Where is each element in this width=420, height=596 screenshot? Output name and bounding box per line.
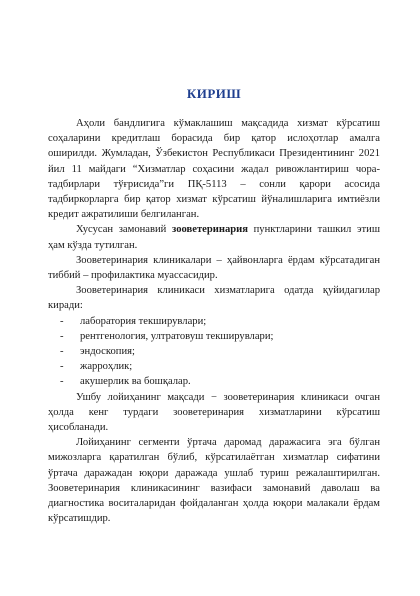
dash-marker: - xyxy=(60,376,64,388)
list-item-text: эндоскопия; xyxy=(80,346,135,358)
list-item xyxy=(48,314,380,329)
dash-marker: - xyxy=(60,346,64,358)
dash-marker: - xyxy=(60,330,64,342)
paragraph-text: Хусусан замонавий xyxy=(76,224,172,236)
dash-marker: - xyxy=(60,315,64,327)
list-item xyxy=(48,359,380,374)
list-item xyxy=(48,329,380,344)
paragraph-services-intro: Зооветеринария клиникаси хизматларига одатда қуйидагилар киради: xyxy=(48,285,380,312)
list-item xyxy=(48,344,380,359)
list-item-text: акушерлик ва бошқалар. xyxy=(80,376,191,388)
services-list xyxy=(48,314,380,390)
bold-term: зооветеринария xyxy=(172,224,248,236)
paragraph-clinic-definition: Зооветеринария клиникалари – ҳайвонларга ёрдам кўрсатадиган тиббий – профилактика муассасидир. xyxy=(48,254,380,282)
list-item-text: рентгенология, ултратовуш текширувлари; xyxy=(80,330,274,342)
dash-marker: - xyxy=(60,361,64,373)
paragraph-zooveterinary-points xyxy=(48,222,380,252)
list-item-text: лаборатория текширувлари; xyxy=(80,315,207,327)
paragraph-project-segment: Лойиҳанинг сегменти ўртача даромад даражасига эга бўлган мижозларга қаратилган бўлиб, кўрсатилаётган хизматлар сифатини ўртача даражадан юқори даражада ушлаб туриш режалаштирилган. Зооветеринария клиникасининг вазифаси замонавий даволаш ва диагностика воситаларидан фойдаланган ҳолда юқори малакали ёрдам кўрсатишдир. xyxy=(48,437,380,525)
paragraph-intro: Аҳоли бандлигига кўмаклашиш мақсадида хизмат кўрсатиш соҳаларини кредитлаш борасида бир қатор ислоҳотлар амалга оширилди. Жумладан, Ўзбекистон Республикаси Президентининг 2021 йил 11 майдаги “Хизматлар соҳасини жадал ривожлантириш чора-тадбирлари тўғрисида”ги ПҚ-5113 – сонли қарори асосида тадбиркорларга бир қатор хизмат кўрсатиш йўналишларига имтиёзли кредит ажратилиши белгиланган. xyxy=(48,118,380,221)
paragraph-project-goal: Ушбу лойиҳанинг мақсади − зооветеринария клиникаси очган ҳолда кенг турдаги зооветеринария хизматларини кўрсатиш ҳисобланади. xyxy=(48,391,380,434)
list-item xyxy=(48,374,380,389)
list-item-text: жарроҳлик; xyxy=(80,361,133,373)
section-title: КИРИШ xyxy=(186,86,242,101)
paragraph-text: пунктларини ташкил этиш ҳам кўзда тутилган. xyxy=(48,224,380,251)
